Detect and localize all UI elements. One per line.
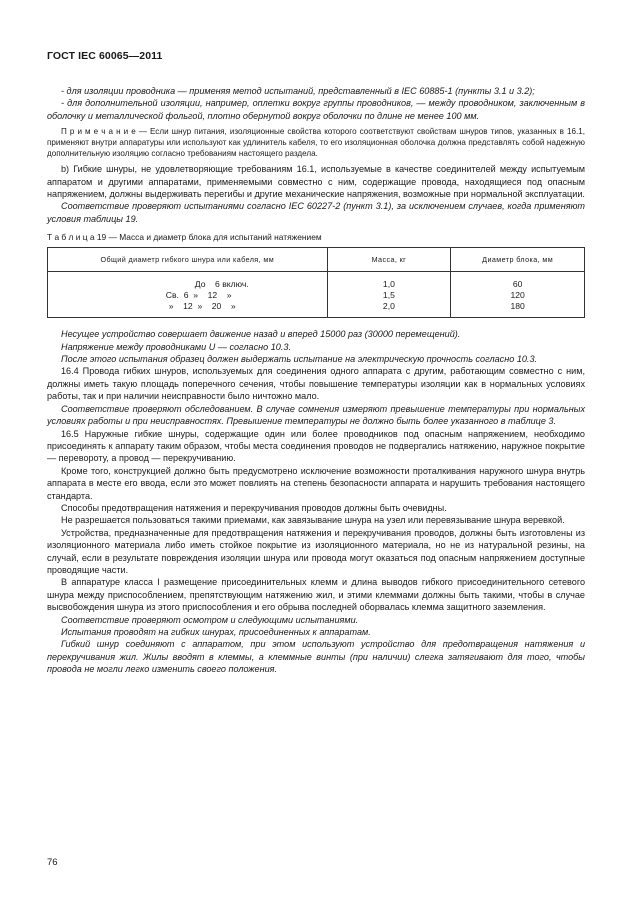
- block-value: 120: [510, 290, 525, 301]
- paragraph-16-5-connection: Гибкий шнур соединяют с аппаратом, при этом используют устройство для предотвращения натяжения и перекручивания жил. Жилы вводят в клеммы, а клеммные винты (при наличии) слегка затягивают для того, чтобы провода не могли легко изменить своего положения.: [47, 639, 585, 675]
- paragraph-16-5-devices: Устройства, предназначенные для предотвращения натяжения и перекручивания проводов, должны быть изготовлены из изоляционного материала либо иметь стойкое покрытие из изоляционного материала, но не из натуральной резины, на случай, если в результате повреждения изоляции шнура или провода могут оказаться под опасным напряжением доступные проводящие части.: [47, 527, 585, 575]
- paragraph-16-4-compliance: Соответствие проверяют обследованием. В случае сомнения измеряют превышение температуры при нормальных условиях работы и при неисправностях. Превышение температуры не должно быть более указанного в таблице 3.: [47, 403, 585, 427]
- paragraph-16-5: 16.5 Наружные гибкие шнуры, содержащие один или более проводников под опасным напряжением, необходимо присоединять к аппарату таким образом, чтобы места соединения проводов не подвергались натяжению, наружное покрытие — перевороту, а провод — перекручиванию.: [47, 428, 585, 464]
- table-label: Т а б л и ц а: [47, 232, 95, 243]
- table-caption: [47, 232, 585, 242]
- mass-value: 2,0: [382, 301, 395, 312]
- paragraph-after-test: После этого испытания образец должен выдержать испытание на электрическую прочность согласно 10.3.: [61, 354, 538, 365]
- paragraph-16-5-pushing: Кроме того, конструкцией должно быть предусмотрено исключение возможности проталкивания наружного шнура внутрь аппарата в месте его ввода, если это может повлиять на степень безопасности аппарата и нарушить требования настоящего стандарта.: [47, 465, 585, 501]
- paragraph-16-4: 16.4 Провода гибких шнуров, используемых для соединения одного аппарата с другим, работающим совместно с ним, должны иметь такую площадь поперечного сечения, чтобы повышение температуры изоляции как в нормальных условиях работы, так и при наличии неисправности было ничтожно мало.: [47, 366, 585, 402]
- header-mass: Масса, кг: [327, 248, 451, 272]
- cell-masses: [327, 272, 451, 318]
- table-header-row: [48, 248, 585, 272]
- page-number: 76: [47, 857, 58, 868]
- paragraph-16-5-compliance: Соответствие проверяют осмотром и следующими испытаниями.: [61, 614, 359, 625]
- diameter-value: Св. 6 » 12 »: [165, 290, 232, 301]
- paragraph-compliance-iec60227: Соответствие проверяют испытаниями согласно IEC 60227-2 (пункт 3.1), за исключением случаев, когда применяют условия таблицы 19.: [47, 201, 585, 224]
- paragraph-b-flexible-cords: b) Гибкие шнуры, не удовлетворяющие требованиям 16.1, используемые в качестве соединителей между испытуемым аппаратом и другими аппаратами, применяемыми совместно с ним, содержащие провода, находящиеся под опасным напряжением, должны выдерживать перегибы и другие механические напряжения, возможные при нормальной эксплуатации.: [47, 164, 585, 200]
- header-block-diameter: Диаметр блока, мм: [451, 248, 585, 272]
- paragraph-16-5-tests: Испытания проводят на гибких шнурах, присоединенных к аппаратам.: [61, 627, 371, 637]
- paragraph-16-5-knots: Не разрешается пользоваться такими приемами, как завязывание шнура на узел или перевязывание шнура веревкой.: [61, 515, 565, 526]
- cell-diameters: [48, 272, 328, 318]
- mass-value: 1,5: [382, 290, 395, 301]
- table-body-row: [48, 272, 585, 318]
- note-text: Если шнур питания, изоляционные свойства которого соответствуют свойствам шнуров типов, указанных в 16.1, применяют внутри аппаратуры или используют как удлинитель кабеля, то его изоляционная оболочка должна представлять собой надежную дополнительную изоляцию согласно требованиям настоящего раздела.: [47, 127, 586, 159]
- document-page: [47, 50, 585, 676]
- diameter-value: » 12 » 20 »: [168, 301, 236, 312]
- note: [47, 126, 585, 159]
- block-value: 180: [510, 301, 525, 312]
- cell-block-diameters: [451, 272, 585, 318]
- document-header: ГОСТ IEC 60065—2011: [47, 50, 163, 62]
- paragraph-16-5-methods: Способы предотвращения натяжения и перекручивания проводов должны быть очевидны.: [61, 502, 447, 513]
- paragraph-supplementary-insulation: - для дополнительной изоляции, например, оплетки вокруг группы проводников, — между проводником, заключенным в оболочку и металлической фольгой, плотно обернутой вокруг оболочки по длине не менее 100 мм.: [47, 98, 585, 121]
- paragraph-voltage: Напряжение между проводниками U — согласно 10.3.: [61, 341, 291, 352]
- header-cord-diameter: Общий диаметр гибкого шнура или кабеля, мм: [48, 248, 328, 272]
- paragraph-carrier-motion: Несущее устройство совершает движение назад и вперед 15000 раз (30000 перемещений).: [61, 329, 461, 340]
- mass-value: 1,0: [382, 279, 395, 290]
- table-19: [47, 247, 585, 318]
- block-value: 60: [512, 279, 523, 290]
- paragraph-16-5-class-i: В аппаратуре класса I размещение присоединительных клемм и длина выводов гибкого присоединительного сетевого шнура между приспособлением, препятствующим натяжению жил, и этими клеммами должны быть такими, чтобы в случае высвобождения шнура из этого приспособления и его обрыва последней оборвалась клемма защитного заземления.: [47, 577, 585, 613]
- note-label: П р и м е ч а н и е —: [61, 127, 147, 137]
- table-title: 19 — Масса и диаметр блока для испытаний натяжением: [94, 232, 322, 243]
- diameter-value: До 6 включ.: [194, 279, 249, 290]
- paragraph-conductor-insulation: - для изоляции проводника — применяя метод испытаний, представленный в IEC 60885-1 (пункты 3.1 и 3.2);: [61, 86, 535, 96]
